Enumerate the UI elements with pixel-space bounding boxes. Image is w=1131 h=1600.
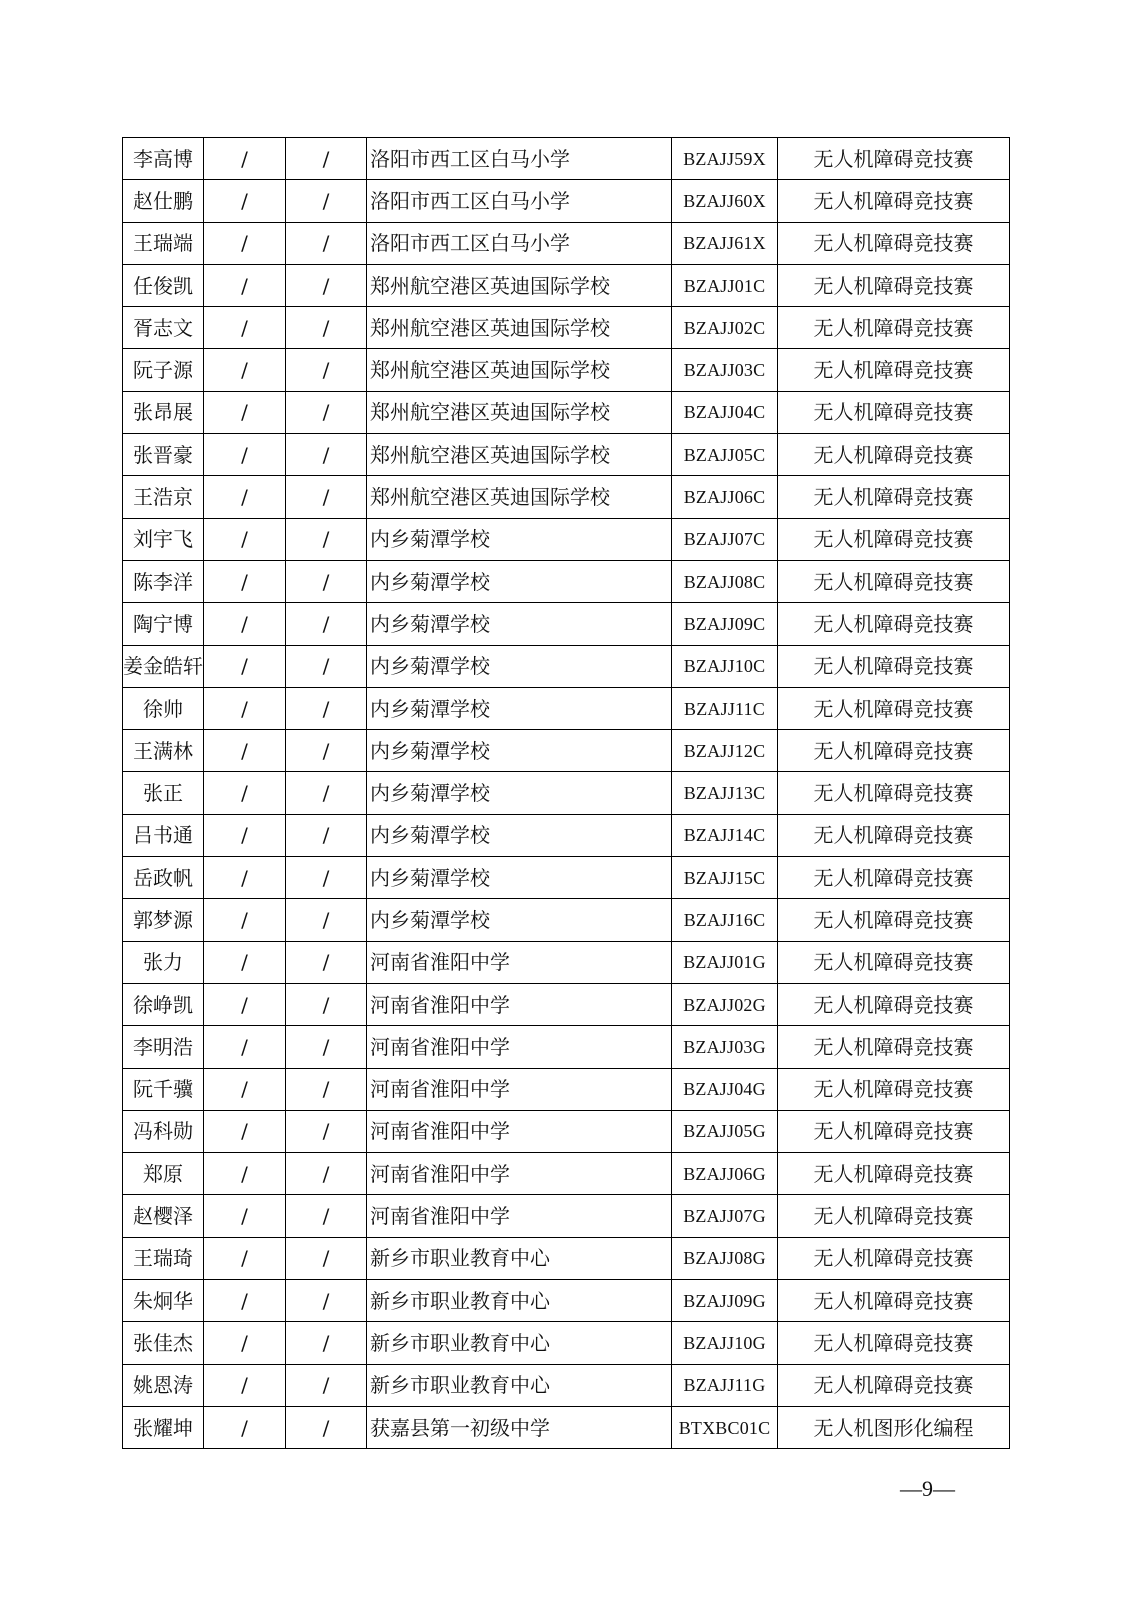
column-3-value: /: [286, 1237, 367, 1279]
event-name: 无人机障碍竞技赛: [778, 1153, 1010, 1195]
column-2-value: /: [204, 264, 286, 306]
school-name: 河南省淮阳中学: [367, 1153, 672, 1195]
column-3-value: /: [286, 941, 367, 983]
registration-code: BZAJJ03C: [672, 349, 778, 391]
school-name: 河南省淮阳中学: [367, 1195, 672, 1237]
column-3-value: /: [286, 1322, 367, 1364]
column-3-value: /: [286, 1153, 367, 1195]
table-row: [123, 1026, 1010, 1068]
participant-name: 赵仕鹏: [123, 180, 204, 222]
table-row: [123, 180, 1010, 222]
participant-name: 陈李洋: [123, 560, 204, 602]
column-3-value: /: [286, 983, 367, 1025]
table-row: [123, 941, 1010, 983]
column-2-value: /: [204, 1322, 286, 1364]
participant-name: 阮千骥: [123, 1068, 204, 1110]
event-name: 无人机障碍竞技赛: [778, 1195, 1010, 1237]
column-3-value: /: [286, 1280, 367, 1322]
table-row: [123, 1068, 1010, 1110]
event-name: 无人机障碍竞技赛: [778, 476, 1010, 518]
event-name: 无人机障碍竞技赛: [778, 899, 1010, 941]
registration-code: BZAJJ05G: [672, 1110, 778, 1152]
column-2-value: /: [204, 1068, 286, 1110]
school-name: 新乡市职业教育中心: [367, 1280, 672, 1322]
table-row: [123, 899, 1010, 941]
event-name: 无人机障碍竞技赛: [778, 222, 1010, 264]
participant-name: 张正: [123, 772, 204, 814]
registration-code: BZAJJ05C: [672, 434, 778, 476]
event-name: 无人机障碍竞技赛: [778, 1280, 1010, 1322]
registration-code: BZAJJ10G: [672, 1322, 778, 1364]
column-3-value: /: [286, 857, 367, 899]
table-row: [123, 391, 1010, 433]
registration-code: BZAJJ07G: [672, 1195, 778, 1237]
school-name: 河南省淮阳中学: [367, 1068, 672, 1110]
column-2-value: /: [204, 222, 286, 264]
registration-code: BZAJJ08G: [672, 1237, 778, 1279]
school-name: 新乡市职业教育中心: [367, 1364, 672, 1406]
school-name: 内乡菊潭学校: [367, 518, 672, 560]
column-2-value: /: [204, 349, 286, 391]
column-2-value: /: [204, 1026, 286, 1068]
registration-code: BZAJJ01C: [672, 264, 778, 306]
event-name: 无人机图形化编程: [778, 1406, 1010, 1448]
table-row: [123, 983, 1010, 1025]
school-name: 河南省淮阳中学: [367, 941, 672, 983]
participant-name: 李高博: [123, 138, 204, 180]
school-name: 内乡菊潭学校: [367, 603, 672, 645]
column-3-value: /: [286, 264, 367, 306]
school-name: 内乡菊潭学校: [367, 687, 672, 729]
participant-name: 赵樱泽: [123, 1195, 204, 1237]
column-2-value: /: [204, 814, 286, 856]
school-name: 内乡菊潭学校: [367, 772, 672, 814]
registration-code: BZAJJ07C: [672, 518, 778, 560]
registration-code: BZAJJ09C: [672, 603, 778, 645]
column-3-value: /: [286, 138, 367, 180]
event-name: 无人机障碍竞技赛: [778, 391, 1010, 433]
registration-code: BZAJJ13C: [672, 772, 778, 814]
registration-code: BZAJJ02C: [672, 307, 778, 349]
participant-name: 吕书通: [123, 814, 204, 856]
school-name: 河南省淮阳中学: [367, 983, 672, 1025]
event-name: 无人机障碍竞技赛: [778, 1110, 1010, 1152]
registration-code: BZAJJ59X: [672, 138, 778, 180]
participant-name: 张晋豪: [123, 434, 204, 476]
registration-code: BZAJJ11C: [672, 687, 778, 729]
column-3-value: /: [286, 560, 367, 602]
participant-name: 郭梦源: [123, 899, 204, 941]
column-3-value: /: [286, 349, 367, 391]
school-name: 河南省淮阳中学: [367, 1110, 672, 1152]
registration-code: BZAJJ08C: [672, 560, 778, 602]
column-3-value: /: [286, 772, 367, 814]
table-row: [123, 1195, 1010, 1237]
school-name: 新乡市职业教育中心: [367, 1237, 672, 1279]
column-3-value: /: [286, 518, 367, 560]
event-name: 无人机障碍竞技赛: [778, 560, 1010, 602]
page-number: —9—: [900, 1476, 955, 1501]
school-name: 内乡菊潭学校: [367, 560, 672, 602]
registration-code: BZAJJ12C: [672, 730, 778, 772]
event-name: 无人机障碍竞技赛: [778, 434, 1010, 476]
column-2-value: /: [204, 857, 286, 899]
column-2-value: /: [204, 180, 286, 222]
school-name: 郑州航空港区英迪国际学校: [367, 434, 672, 476]
school-name: 郑州航空港区英迪国际学校: [367, 476, 672, 518]
event-name: 无人机障碍竞技赛: [778, 687, 1010, 729]
participant-name: 王浩京: [123, 476, 204, 518]
table-row: [123, 1153, 1010, 1195]
school-name: 获嘉县第一初级中学: [367, 1406, 672, 1448]
event-name: 无人机障碍竞技赛: [778, 349, 1010, 391]
column-3-value: /: [286, 603, 367, 645]
column-3-value: /: [286, 307, 367, 349]
column-3-value: /: [286, 476, 367, 518]
registration-code: BZAJJ06G: [672, 1153, 778, 1195]
column-2-value: /: [204, 307, 286, 349]
column-2-value: /: [204, 1195, 286, 1237]
school-name: 内乡菊潭学校: [367, 814, 672, 856]
participant-name: 刘宇飞: [123, 518, 204, 560]
table-row: [123, 307, 1010, 349]
event-name: 无人机障碍竞技赛: [778, 857, 1010, 899]
column-3-value: /: [286, 180, 367, 222]
school-name: 新乡市职业教育中心: [367, 1322, 672, 1364]
school-name: 郑州航空港区英迪国际学校: [367, 264, 672, 306]
event-name: 无人机障碍竞技赛: [778, 814, 1010, 856]
column-2-value: /: [204, 1237, 286, 1279]
registration-code: BTXBC01C: [672, 1406, 778, 1448]
table-row: [123, 814, 1010, 856]
registration-code: BZAJJ61X: [672, 222, 778, 264]
participant-name: 张昂展: [123, 391, 204, 433]
school-name: 内乡菊潭学校: [367, 730, 672, 772]
column-3-value: /: [286, 222, 367, 264]
column-3-value: /: [286, 645, 367, 687]
table-row: [123, 1322, 1010, 1364]
event-name: 无人机障碍竞技赛: [778, 307, 1010, 349]
table-row: [123, 264, 1010, 306]
column-2-value: /: [204, 1364, 286, 1406]
column-3-value: /: [286, 1195, 367, 1237]
table-row: [123, 730, 1010, 772]
event-name: 无人机障碍竞技赛: [778, 603, 1010, 645]
column-2-value: /: [204, 476, 286, 518]
participant-name: 陶宁博: [123, 603, 204, 645]
participant-name: 王瑞端: [123, 222, 204, 264]
table-row: [123, 1280, 1010, 1322]
column-3-value: /: [286, 814, 367, 856]
event-name: 无人机障碍竞技赛: [778, 180, 1010, 222]
column-3-value: /: [286, 391, 367, 433]
event-name: 无人机障碍竞技赛: [778, 138, 1010, 180]
table-row: [123, 476, 1010, 518]
registration-code: BZAJJ11G: [672, 1364, 778, 1406]
participant-name: 岳政帆: [123, 857, 204, 899]
table-row: [123, 857, 1010, 899]
event-name: 无人机障碍竞技赛: [778, 983, 1010, 1025]
column-2-value: /: [204, 772, 286, 814]
table-row: [123, 518, 1010, 560]
participant-table-body: [123, 138, 1010, 1449]
column-2-value: /: [204, 730, 286, 772]
school-name: 洛阳市西工区白马小学: [367, 222, 672, 264]
school-name: 郑州航空港区英迪国际学校: [367, 349, 672, 391]
event-name: 无人机障碍竞技赛: [778, 1237, 1010, 1279]
event-name: 无人机障碍竞技赛: [778, 264, 1010, 306]
participant-name: 姚恩涛: [123, 1364, 204, 1406]
event-name: 无人机障碍竞技赛: [778, 772, 1010, 814]
column-3-value: /: [286, 899, 367, 941]
registration-code: BZAJJ60X: [672, 180, 778, 222]
participant-name: 王瑞琦: [123, 1237, 204, 1279]
column-3-value: /: [286, 1068, 367, 1110]
column-2-value: /: [204, 941, 286, 983]
registration-code: BZAJJ03G: [672, 1026, 778, 1068]
column-2-value: /: [204, 603, 286, 645]
column-3-value: /: [286, 434, 367, 476]
school-name: 郑州航空港区英迪国际学校: [367, 307, 672, 349]
school-name: 内乡菊潭学校: [367, 899, 672, 941]
event-name: 无人机障碍竞技赛: [778, 1068, 1010, 1110]
column-3-value: /: [286, 1406, 367, 1448]
event-name: 无人机障碍竞技赛: [778, 645, 1010, 687]
table-row: [123, 222, 1010, 264]
participant-name: 胥志文: [123, 307, 204, 349]
table-row: [123, 560, 1010, 602]
column-2-value: /: [204, 391, 286, 433]
event-name: 无人机障碍竞技赛: [778, 1026, 1010, 1068]
school-name: 郑州航空港区英迪国际学校: [367, 391, 672, 433]
event-name: 无人机障碍竞技赛: [778, 730, 1010, 772]
school-name: 洛阳市西工区白马小学: [367, 138, 672, 180]
column-2-value: /: [204, 1280, 286, 1322]
event-name: 无人机障碍竞技赛: [778, 941, 1010, 983]
column-2-value: /: [204, 899, 286, 941]
column-2-value: /: [204, 434, 286, 476]
participant-name: 张力: [123, 941, 204, 983]
registration-code: BZAJJ14C: [672, 814, 778, 856]
table-row: [123, 772, 1010, 814]
column-2-value: /: [204, 983, 286, 1025]
table-row: [123, 434, 1010, 476]
column-3-value: /: [286, 1026, 367, 1068]
event-name: 无人机障碍竞技赛: [778, 1322, 1010, 1364]
column-2-value: /: [204, 645, 286, 687]
registration-code: BZAJJ06C: [672, 476, 778, 518]
registration-code: BZAJJ04G: [672, 1068, 778, 1110]
participant-name: 郑原: [123, 1153, 204, 1195]
column-2-value: /: [204, 687, 286, 729]
participant-name: 张佳杰: [123, 1322, 204, 1364]
participant-name: 王满林: [123, 730, 204, 772]
participant-name: 徐帅: [123, 687, 204, 729]
table-row: [123, 687, 1010, 729]
column-3-value: /: [286, 687, 367, 729]
registration-code: BZAJJ01G: [672, 941, 778, 983]
column-3-value: /: [286, 1364, 367, 1406]
participant-name: 李明浩: [123, 1026, 204, 1068]
participant-table: [122, 137, 1010, 1449]
registration-code: BZAJJ02G: [672, 983, 778, 1025]
column-3-value: /: [286, 1110, 367, 1152]
table-row: [123, 1110, 1010, 1152]
registration-code: BZAJJ15C: [672, 857, 778, 899]
participant-name: 任俊凯: [123, 264, 204, 306]
registration-code: BZAJJ16C: [672, 899, 778, 941]
registration-code: BZAJJ09G: [672, 1280, 778, 1322]
column-2-value: /: [204, 1110, 286, 1152]
participant-name: 姜金皓轩: [123, 645, 204, 687]
participant-name: 朱炯华: [123, 1280, 204, 1322]
school-name: 内乡菊潭学校: [367, 645, 672, 687]
column-3-value: /: [286, 730, 367, 772]
school-name: 洛阳市西工区白马小学: [367, 180, 672, 222]
table-row: [123, 603, 1010, 645]
registration-code: BZAJJ04C: [672, 391, 778, 433]
participant-name: 徐峥凯: [123, 983, 204, 1025]
school-name: 河南省淮阳中学: [367, 1026, 672, 1068]
table-row: [123, 1237, 1010, 1279]
event-name: 无人机障碍竞技赛: [778, 1364, 1010, 1406]
participant-name: 阮子源: [123, 349, 204, 391]
column-2-value: /: [204, 518, 286, 560]
school-name: 内乡菊潭学校: [367, 857, 672, 899]
participant-name: 张耀坤: [123, 1406, 204, 1448]
column-2-value: /: [204, 1406, 286, 1448]
column-2-value: /: [204, 138, 286, 180]
registration-code: BZAJJ10C: [672, 645, 778, 687]
table-row: [123, 349, 1010, 391]
column-2-value: /: [204, 560, 286, 602]
participant-name: 冯科勋: [123, 1110, 204, 1152]
table-row: [123, 1406, 1010, 1448]
table-row: [123, 138, 1010, 180]
event-name: 无人机障碍竞技赛: [778, 518, 1010, 560]
table-row: [123, 1364, 1010, 1406]
table-row: [123, 645, 1010, 687]
column-2-value: /: [204, 1153, 286, 1195]
